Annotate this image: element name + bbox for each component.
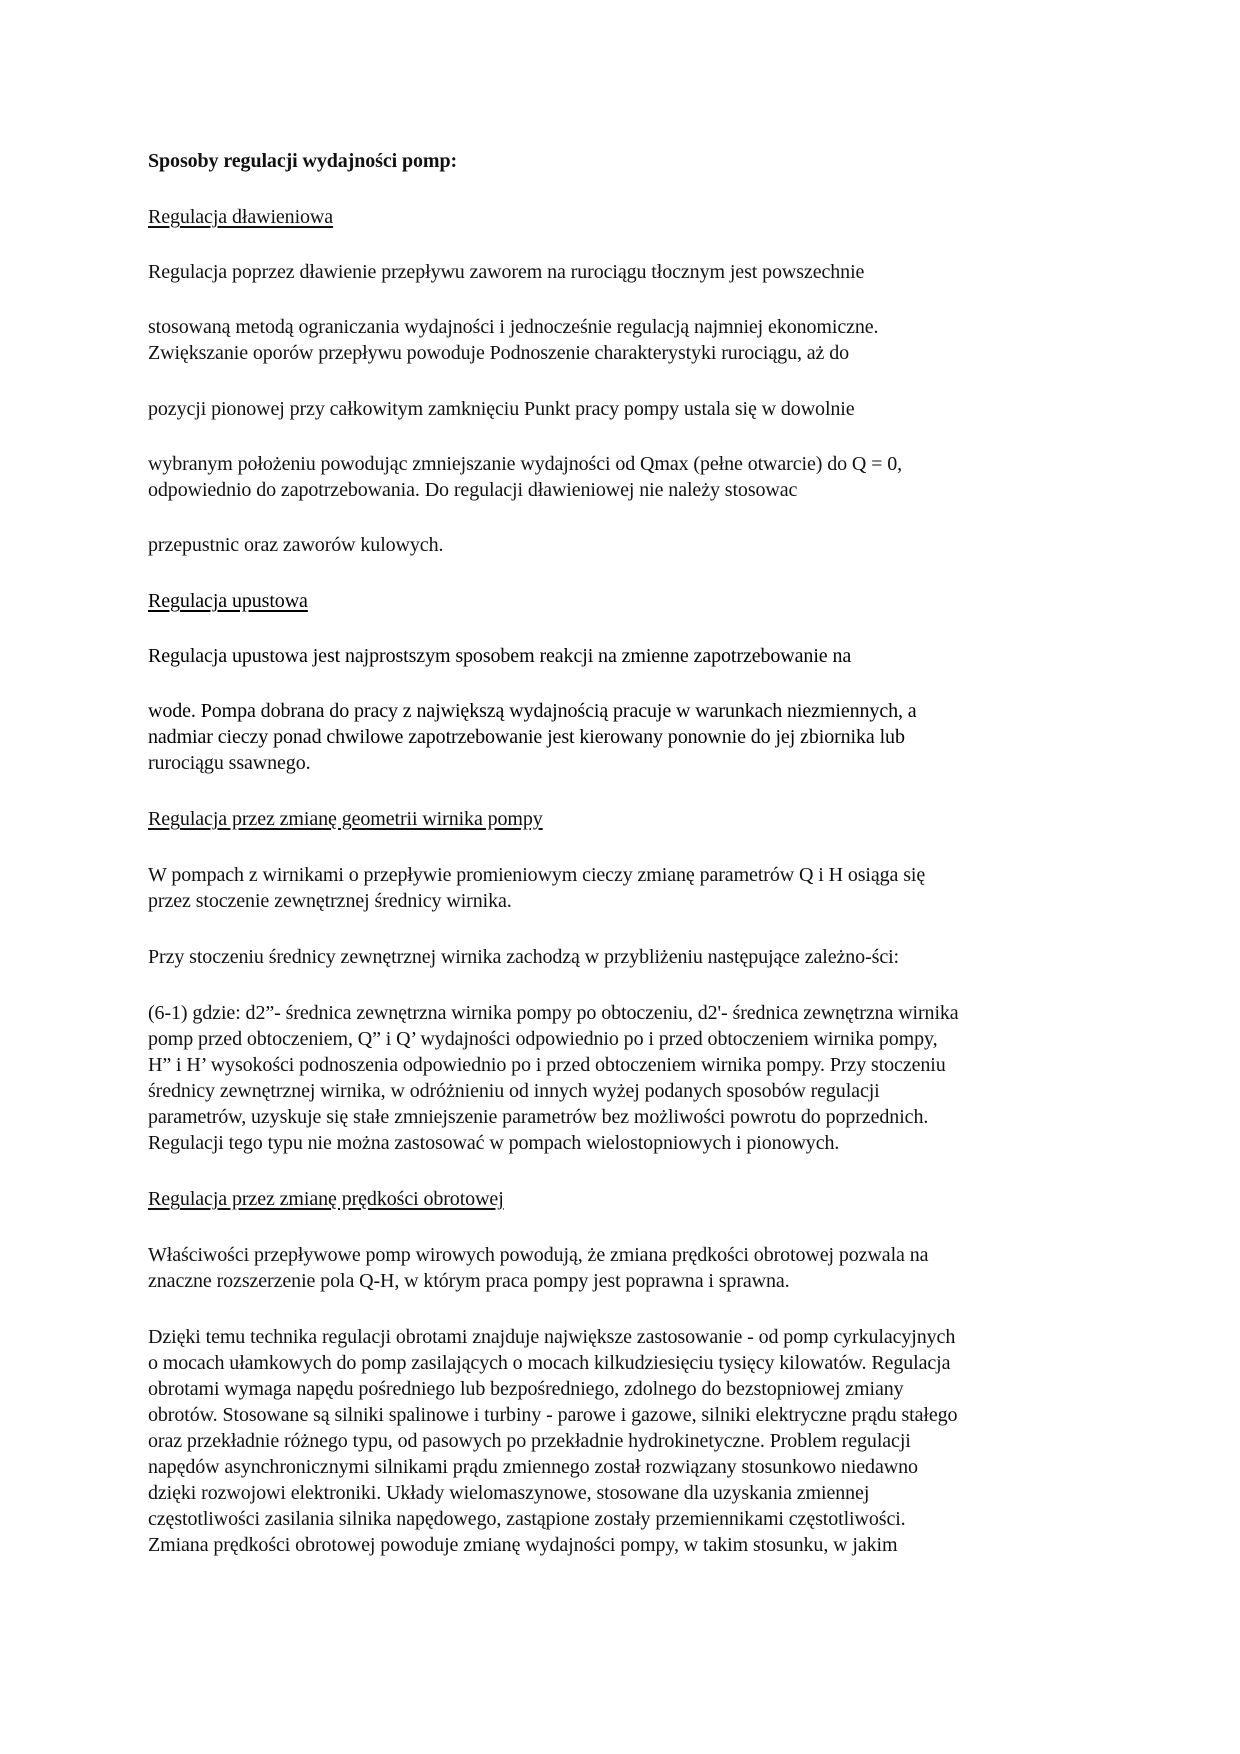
- paragraph-line: W pompach z wirnikami o przepływie promieniowym cieczy zmianę parametrów Q i H osiąga się: [148, 864, 926, 886]
- paragraph-line: obrotów. Stosowane są silniki spalinowe i turbiny - parowe i gazowe, silniki elektryczne prądu stałego: [148, 1404, 958, 1426]
- paragraph-line: dzięki rozwojowi elektroniki. Układy wielomaszynowe, stosowane dla uzyskania zmiennej: [148, 1482, 870, 1504]
- section-heading-geometria-wirnika: Regulacja przez zmianę geometrii wirnika pompy: [148, 808, 543, 830]
- paragraph-line: przez stoczenie zewnętrznej średnicy wirnika.: [148, 890, 512, 912]
- section-heading-predkosc-obrotowa: Regulacja przez zmianę prędkości obrotowej: [148, 1188, 504, 1210]
- paragraph-line: Zwiększanie oporów przepływu powoduje Podnoszenie charakterystyki rurociągu, aż do: [148, 342, 850, 364]
- paragraph-line: Przy stoczeniu średnicy zewnętrznej wirnika zachodzą w przybliżeniu następujące zależno-ści:: [148, 946, 900, 968]
- paragraph-line: Właściwości przepływowe pomp wirowych powodują, że zmiana prędkości obrotowej pozwala na: [148, 1244, 929, 1266]
- paragraph-line: wode. Pompa dobrana do pracy z największą wydajnością pracuje w warunkach niezmiennych, a: [148, 700, 917, 722]
- paragraph-line: Dzięki temu technika regulacji obrotami znajduje największe zastosowanie - od pomp cyrkulacyjnych: [148, 1326, 956, 1348]
- paragraph-line: przepustnic oraz zaworów kulowych.: [148, 534, 444, 556]
- paragraph-line: pozycji pionowej przy całkowitym zamknięciu Punkt pracy pompy ustala się w dowolnie: [148, 398, 855, 420]
- paragraph-line: Regulacja poprzez dławienie przepływu zaworem na rurociągu tłocznym jest powszechnie: [148, 261, 865, 283]
- document-title: Sposoby regulacji wydajności pomp:: [148, 150, 458, 172]
- paragraph-line: znaczne rozszerzenie pola Q-H, w którym praca pompy jest poprawna i sprawna.: [148, 1270, 790, 1292]
- paragraph-line: napędów asynchronicznymi silnikami prądu zmiennego został rozwiązany stosunkowo niedawno: [148, 1456, 918, 1478]
- paragraph-line: nadmiar cieczy ponad chwilowe zapotrzebowanie jest kierowany ponownie do jej zbiornika lub: [148, 726, 905, 748]
- paragraph-line: Regulacji tego typu nie można zastosować w pompach wielostopniowych i pionowych.: [148, 1132, 840, 1154]
- paragraph-line: o mocach ułamkowych do pomp zasilających o mocach kilkudziesięciu tysięcy kilowatów. Regulacja: [148, 1352, 951, 1374]
- section-heading-dlawieniowa: Regulacja dławieniowa: [148, 206, 334, 228]
- paragraph-line: parametrów, uzyskuje się stałe zmniejszenie parametrów bez możliwości powrotu do poprzednich.: [148, 1106, 929, 1128]
- paragraph-line: Zmiana prędkości obrotowej powoduje zmianę wydajności pompy, w takim stosunku, w jakim: [148, 1534, 898, 1556]
- section-heading-upustowa: Regulacja upustowa: [148, 590, 308, 612]
- paragraph-line: odpowiednio do zapotrzebowania. Do regulacji dławieniowej nie należy stosowac: [148, 479, 798, 501]
- paragraph-line: H” i H’ wysokości podnoszenia odpowiednio po i przed obtoczeniem wirnika pompy. Przy stoczeniu: [148, 1054, 946, 1076]
- paragraph-line: wybranym położeniu powodując zmniejszanie wydajności od Qmax (pełne otwarcie) do Q = 0,: [148, 453, 903, 475]
- paragraph-line: oraz przekładnie różnego typu, od pasowych po przekładnie hydrokinetyczne. Problem regulacji: [148, 1430, 911, 1452]
- paragraph-line: stosowaną metodą ograniczania wydajności i jednocześnie regulacją najmniej ekonomiczne.: [148, 316, 879, 338]
- paragraph-line: rurociągu ssawnego.: [148, 752, 311, 774]
- paragraph-line: średnicy zewnętrznej wirnika, w odróżnieniu od innych wyżej podanych sposobów regulacji: [148, 1080, 880, 1102]
- paragraph-line: Regulacja upustowa jest najprostszym sposobem reakcji na zmienne zapotrzebowanie na: [148, 645, 852, 667]
- paragraph-line: pomp przed obtoczeniem, Q” i Q’ wydajności odpowiednio po i przed obtoczeniem wirnika pompy,: [148, 1028, 938, 1050]
- paragraph-line: (6-1) gdzie: d2”- średnica zewnętrzna wirnika pompy po obtoczeniu, d2'- średnica zewnętrzna wirnika: [148, 1002, 959, 1024]
- paragraph-line: częstotliwości zasilania silnika napędowego, zastąpione zostały przemiennikami częstotliwości.: [148, 1508, 906, 1530]
- paragraph-line: obrotami wymaga napędu pośredniego lub bezpośredniego, zdolnego do bezstopniowej zmiany: [148, 1378, 904, 1400]
